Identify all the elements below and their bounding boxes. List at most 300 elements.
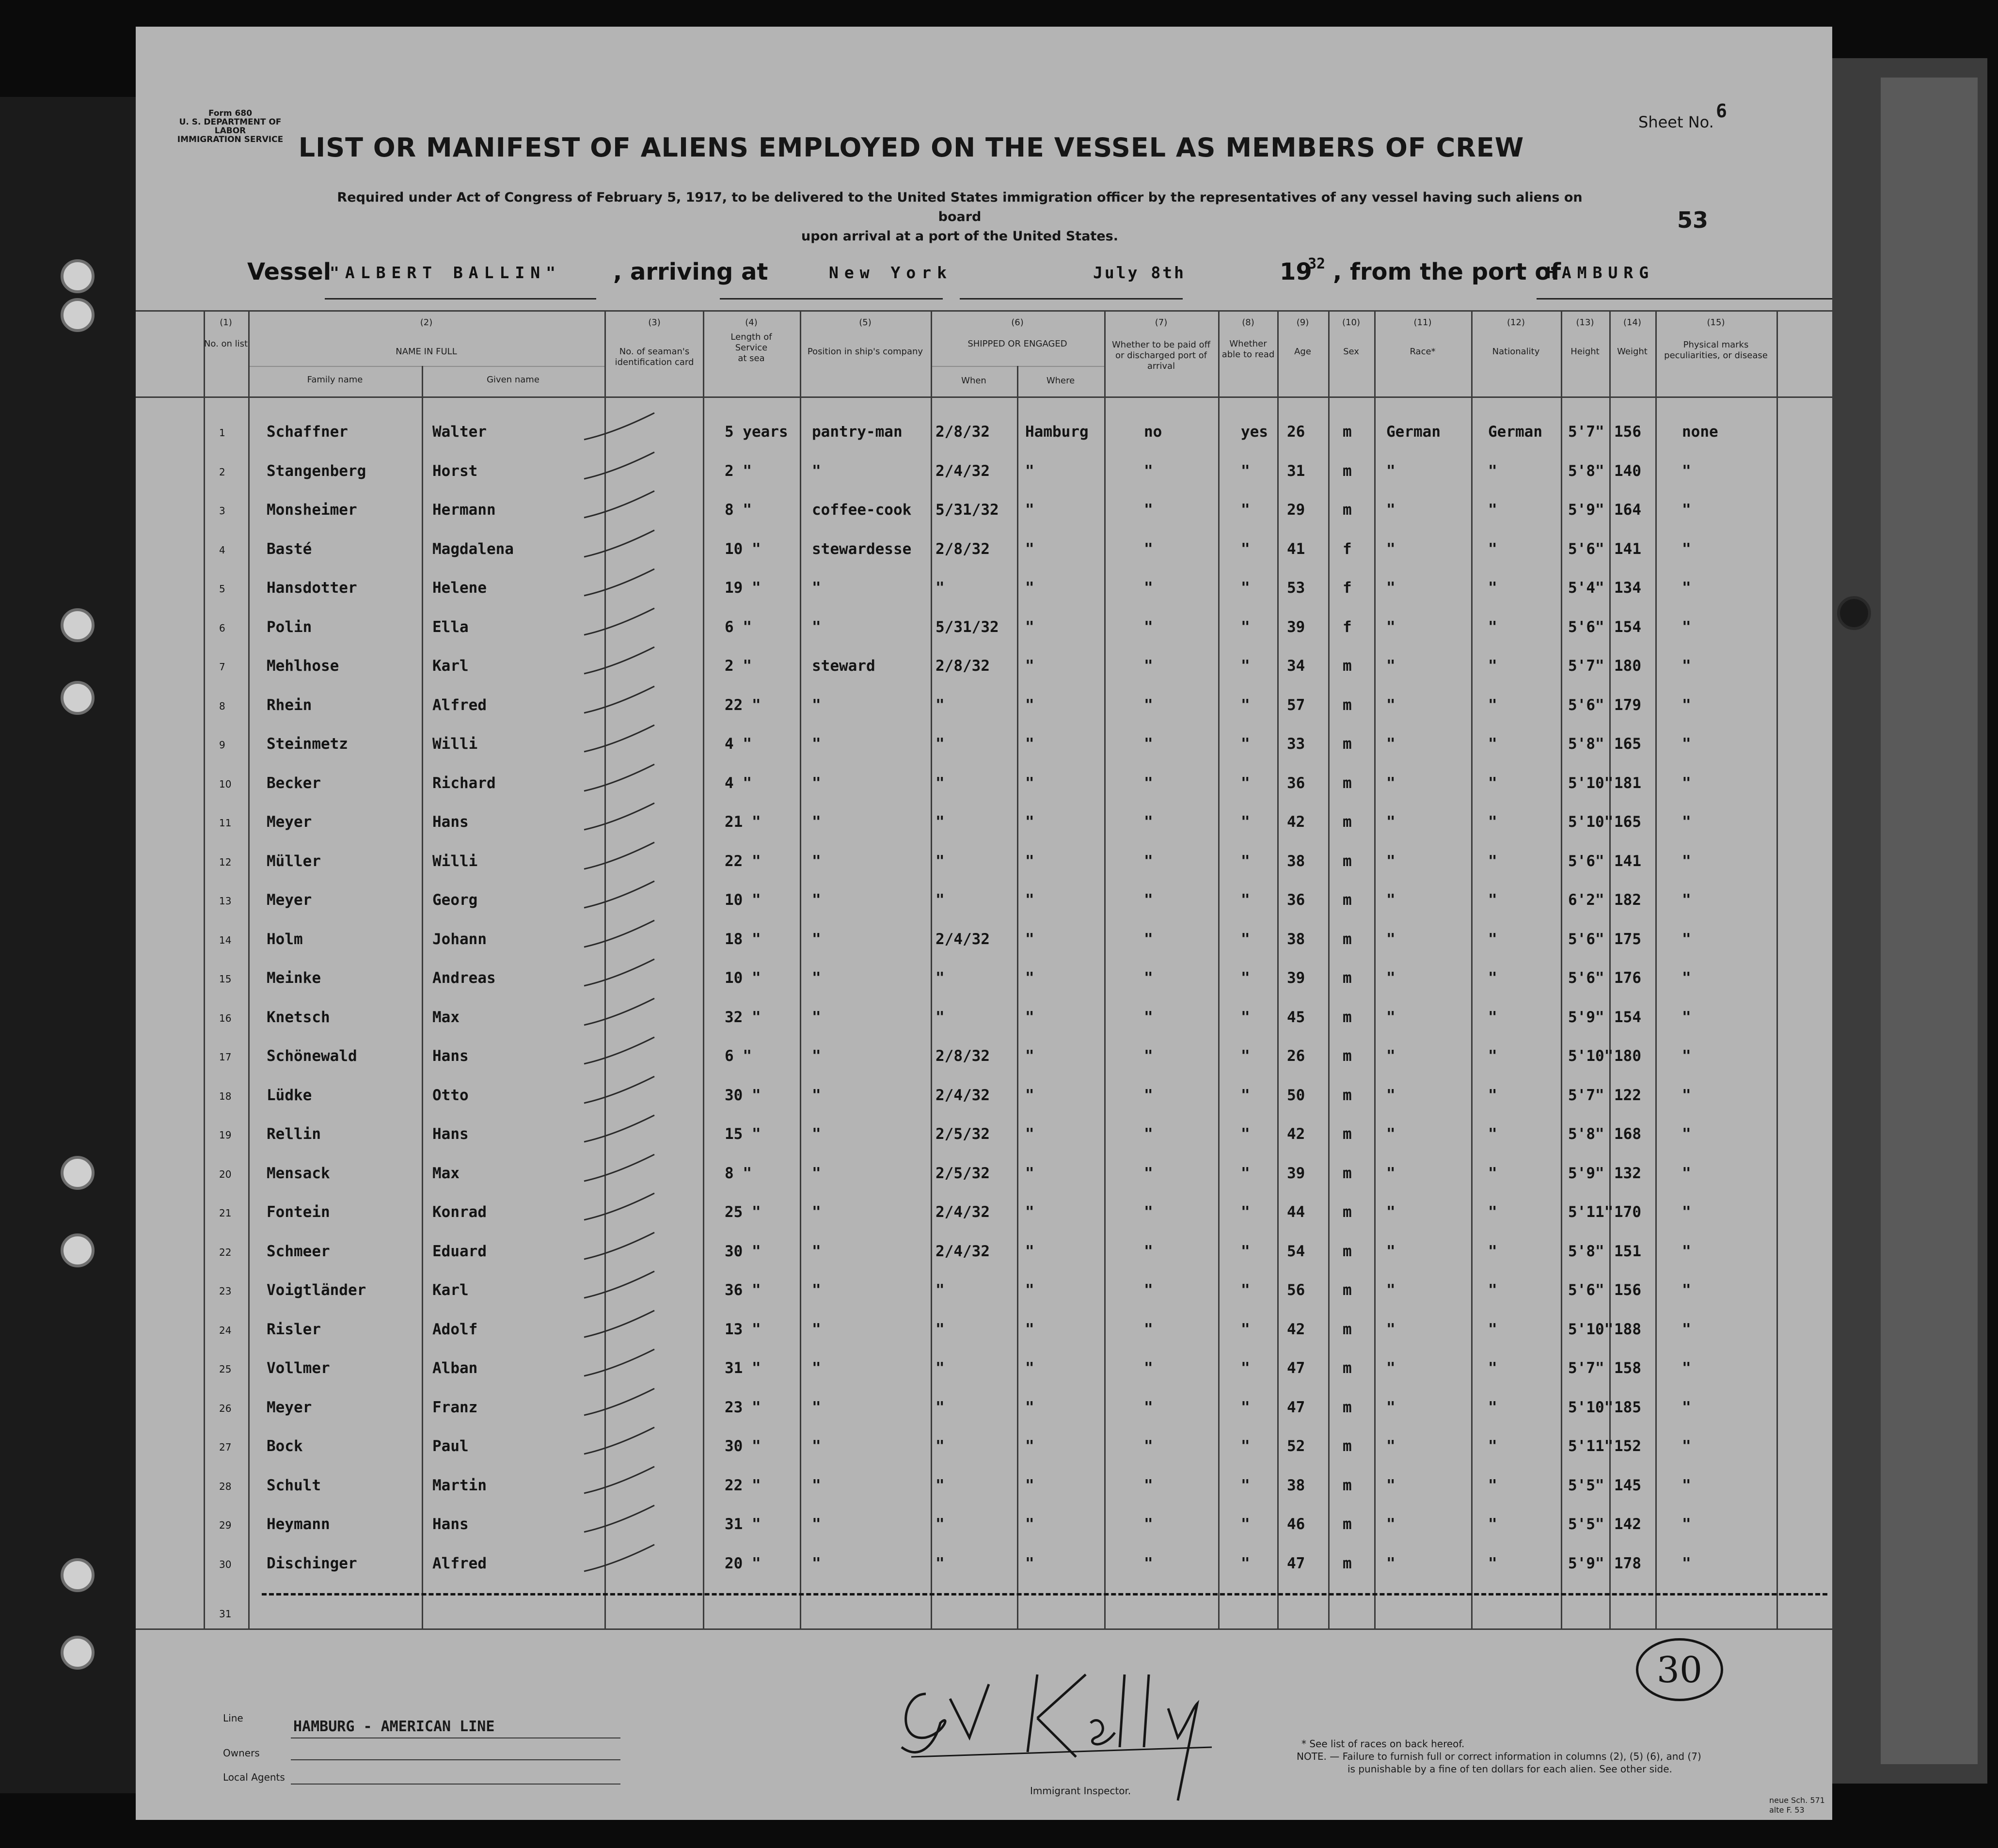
physical-marks: " [1682, 1516, 1691, 1533]
service-length: 32 " [725, 1008, 761, 1026]
height: 5'7" [1568, 657, 1604, 675]
race: " [1386, 1008, 1395, 1026]
paid-off: " [1144, 696, 1153, 714]
table-row [136, 1516, 1832, 1554]
table-row [136, 931, 1832, 969]
weight: 152 [1614, 1437, 1641, 1455]
table-row [136, 540, 1832, 579]
col-when-header: When [961, 376, 986, 386]
col-label: Physical marks peculiarities, or disease [1664, 340, 1768, 361]
position: " [812, 1281, 821, 1299]
sex: m [1343, 1320, 1352, 1338]
stamp-number: 53 [1677, 207, 1709, 233]
physical-marks: " [1682, 540, 1691, 558]
weight: 154 [1614, 618, 1641, 636]
weight: 165 [1614, 813, 1641, 831]
race: " [1386, 852, 1395, 870]
age: 42 [1287, 1320, 1305, 1338]
weight: 158 [1614, 1359, 1641, 1377]
able-to-read: " [1241, 1554, 1250, 1572]
col-label: Whether to be paid off or discharged port of arrival [1112, 340, 1210, 371]
col-label: Whether able to read [1221, 339, 1275, 360]
year-prefix: 19 [1280, 258, 1312, 285]
shipped-when: 2/4/32 [936, 462, 990, 480]
position: " [812, 852, 821, 870]
height: 5'10" [1568, 813, 1614, 831]
position: " [812, 1554, 821, 1572]
able-to-read: " [1241, 540, 1250, 558]
height: 5'8" [1568, 462, 1604, 480]
col-label: NAME IN FULL [396, 347, 457, 357]
shipped-where: " [1025, 774, 1034, 792]
weight: 179 [1614, 696, 1641, 714]
shipped-when: 2/8/32 [936, 657, 990, 675]
able-to-read: " [1241, 774, 1250, 792]
able-to-read: " [1241, 1398, 1250, 1416]
family-name: Schult [267, 1476, 321, 1494]
given-name: Karl [432, 657, 469, 675]
binder-hole [61, 1233, 95, 1267]
position: pantry-man [812, 423, 903, 441]
row-number: 9 [219, 739, 225, 751]
shipped-when: " [936, 969, 945, 987]
able-to-read: " [1241, 1086, 1250, 1104]
race: " [1386, 1086, 1395, 1104]
col-no-header [204, 317, 248, 349]
sex: m [1343, 969, 1352, 987]
underline [291, 1784, 620, 1785]
weight: 141 [1614, 852, 1641, 870]
col-label: Sex [1343, 347, 1359, 357]
given-name: Alfred [432, 696, 487, 714]
weight: 141 [1614, 540, 1641, 558]
check-mark-icon [577, 957, 659, 991]
col-number: (1) [220, 317, 232, 328]
table-row [136, 1321, 1832, 1359]
check-mark-icon [577, 1464, 659, 1498]
physical-marks: " [1682, 969, 1691, 987]
height: 5'7" [1568, 1359, 1604, 1377]
service-length: 4 " [725, 735, 752, 753]
physical-marks: " [1682, 1398, 1691, 1416]
end-of-list-line [262, 1593, 1827, 1595]
race: " [1386, 1554, 1395, 1572]
paid-off: " [1144, 1476, 1153, 1494]
col-number: (8) [1242, 317, 1254, 328]
table-row [136, 774, 1832, 813]
sex: m [1343, 1437, 1352, 1455]
col-weight-header [1609, 317, 1655, 357]
shipped-where: " [1025, 1476, 1034, 1494]
height: 5'6" [1568, 852, 1604, 870]
row-number: 16 [219, 1012, 232, 1024]
able-to-read: " [1241, 1359, 1250, 1377]
table-row [136, 579, 1832, 618]
nationality: " [1488, 813, 1497, 831]
physical-marks: " [1682, 1281, 1691, 1299]
paid-off: " [1144, 1359, 1153, 1377]
family-name: Hansdotter [267, 579, 357, 597]
year-suffix: 32 [1308, 255, 1326, 272]
race: " [1386, 657, 1395, 675]
service-length: 13 " [725, 1320, 761, 1338]
table-row [136, 1477, 1832, 1516]
weight: 180 [1614, 1047, 1641, 1065]
binder-left [0, 97, 141, 1793]
race: " [1386, 930, 1395, 948]
paid-off: " [1144, 1125, 1153, 1143]
given-name: Hans [432, 1516, 469, 1533]
height: 5'9" [1568, 1008, 1604, 1026]
row-number: 5 [219, 583, 225, 595]
col-number: (6) [1011, 317, 1024, 328]
col-label: Weight [1617, 347, 1648, 357]
table-row [136, 891, 1832, 930]
family-name: Mehlhose [267, 657, 339, 675]
shipped-when: " [936, 774, 945, 792]
table-row [136, 1009, 1832, 1047]
check-mark-icon [577, 606, 659, 640]
sex: m [1343, 735, 1352, 753]
col-read-header [1221, 317, 1275, 360]
shipped-where: " [1025, 1437, 1034, 1455]
shipped-when: " [936, 1008, 945, 1026]
paid-off: " [1144, 618, 1153, 636]
underline [291, 1759, 620, 1760]
table-row [136, 1399, 1832, 1437]
col-number: (3) [648, 317, 661, 328]
shipped-where: " [1025, 891, 1034, 909]
height: 5'6" [1568, 618, 1604, 636]
sex: m [1343, 1086, 1352, 1104]
shipped-when: " [936, 891, 945, 909]
paid-off: " [1144, 1320, 1153, 1338]
race: " [1386, 735, 1395, 753]
age: 39 [1287, 618, 1305, 636]
given-name: Andreas [432, 969, 496, 987]
shipped-where: " [1025, 1203, 1034, 1221]
corner-note-1: neue Sch. 571 [1769, 1796, 1825, 1805]
age: 26 [1287, 1047, 1305, 1065]
nationality: " [1488, 735, 1497, 753]
col-number: (4) [745, 317, 758, 328]
service-length: 23 " [725, 1398, 761, 1416]
service-length: 21 " [725, 813, 761, 831]
service-length: 36 " [725, 1281, 761, 1299]
shipped-where: " [1025, 852, 1034, 870]
col-number: (10) [1342, 317, 1360, 328]
service-length: 10 " [725, 891, 761, 909]
col-where-header: Where [1046, 376, 1075, 386]
shipped-when: " [936, 1320, 945, 1338]
physical-marks: " [1682, 813, 1691, 831]
shipped-when: " [936, 813, 945, 831]
nationality: " [1488, 618, 1497, 636]
weight: 182 [1614, 891, 1641, 909]
position: " [812, 1008, 821, 1026]
department: U. S. DEPARTMENT OF LABOR [179, 117, 282, 136]
row-number: 13 [219, 895, 232, 907]
col-number: (7) [1155, 317, 1168, 328]
shipped-when: 2/5/32 [936, 1125, 990, 1143]
able-to-read: " [1241, 579, 1250, 597]
nationality: " [1488, 1359, 1497, 1377]
check-mark-icon [577, 528, 659, 562]
service-length: 8 " [725, 501, 752, 519]
physical-marks: " [1682, 1125, 1691, 1143]
position: " [812, 930, 821, 948]
grid-line [248, 366, 604, 367]
race: " [1386, 774, 1395, 792]
sex: m [1343, 1398, 1352, 1416]
nationality: " [1488, 774, 1497, 792]
able-to-read: " [1241, 969, 1250, 987]
able-to-read: " [1241, 1047, 1250, 1065]
weight: 188 [1614, 1320, 1641, 1338]
col-number: (12) [1507, 317, 1525, 328]
shipped-where: " [1025, 1047, 1034, 1065]
weight: 164 [1614, 501, 1641, 519]
given-name: Eduard [432, 1242, 487, 1260]
shipped-when: 2/4/32 [936, 1242, 990, 1260]
col-label: Height [1570, 347, 1600, 357]
race: " [1386, 462, 1395, 480]
paid-off: " [1144, 969, 1153, 987]
weight: 168 [1614, 1125, 1641, 1143]
paid-off: " [1144, 891, 1153, 909]
given-name: Otto [432, 1086, 469, 1104]
able-to-read: " [1241, 618, 1250, 636]
family-name: Meinke [267, 969, 321, 987]
arriving-label: , arriving at [613, 258, 768, 285]
able-to-read: yes [1241, 423, 1268, 441]
race: " [1386, 1242, 1395, 1260]
row-number: 29 [219, 1519, 232, 1531]
page-title: LIST OR MANIFEST OF ALIENS EMPLOYED ON THE VESSEL AS MEMBERS OF CREW [298, 132, 1524, 163]
check-mark-icon [577, 684, 659, 718]
binder-hole [1837, 596, 1871, 630]
weight: 176 [1614, 969, 1641, 987]
service-length: 30 " [725, 1086, 761, 1104]
nationality: " [1488, 1008, 1497, 1026]
shipped-when: 2/4/32 [936, 930, 990, 948]
sex: m [1343, 501, 1352, 519]
given-name: Hans [432, 1047, 469, 1065]
given-name: Walter [432, 423, 487, 441]
physical-marks: " [1682, 1008, 1691, 1026]
arrival-port: New York [829, 263, 952, 282]
vessel-label: Vessel [247, 258, 332, 285]
race: " [1386, 1047, 1395, 1065]
family-name: Rhein [267, 696, 312, 714]
row-number: 26 [219, 1402, 232, 1414]
service-length: 30 " [725, 1242, 761, 1260]
col-label: No. of seaman's identification card [615, 347, 694, 367]
position: " [812, 1359, 821, 1377]
nationality: " [1488, 1516, 1497, 1533]
age: 38 [1287, 852, 1305, 870]
grid-line [136, 396, 1832, 398]
physical-marks: " [1682, 930, 1691, 948]
paid-off: " [1144, 540, 1153, 558]
nationality: " [1488, 1437, 1497, 1455]
position: " [812, 1125, 821, 1143]
race: " [1386, 1359, 1395, 1377]
table-row [136, 501, 1832, 540]
nationality: " [1488, 891, 1497, 909]
height: 5'6" [1568, 696, 1604, 714]
row-number: 25 [219, 1363, 232, 1375]
paid-off: " [1144, 735, 1153, 753]
shipped-when: 2/4/32 [936, 1086, 990, 1104]
race: " [1386, 891, 1395, 909]
row-number: 27 [219, 1441, 232, 1453]
service: IMMIGRATION SERVICE [177, 135, 284, 144]
row-number: 6 [219, 622, 225, 634]
table-row [136, 1125, 1832, 1164]
table-row [136, 462, 1832, 501]
given-name: Richard [432, 774, 496, 792]
sex: m [1343, 1047, 1352, 1065]
table-row [136, 696, 1832, 735]
physical-marks: " [1682, 852, 1691, 870]
service-length: 2 " [725, 462, 752, 480]
height: 5'9" [1568, 1164, 1604, 1182]
shipped-when: " [936, 1359, 945, 1377]
paid-off: " [1144, 501, 1153, 519]
shipped-where: " [1025, 657, 1034, 675]
sex: m [1343, 1125, 1352, 1143]
paid-off: " [1144, 657, 1153, 675]
physical-marks: " [1682, 735, 1691, 753]
col-age-header [1277, 317, 1328, 357]
shipped-where: " [1025, 618, 1034, 636]
position: " [812, 1398, 821, 1416]
col-label: Race* [1410, 347, 1436, 357]
race: " [1386, 1320, 1395, 1338]
given-name: Willi [432, 852, 478, 870]
family-name: Monsheimer [267, 501, 357, 519]
table-row [136, 1359, 1832, 1398]
shipped-where: " [1025, 930, 1034, 948]
position: " [812, 462, 821, 480]
service-length: 19 " [725, 579, 761, 597]
check-mark-icon [577, 1230, 659, 1264]
shipped-where: " [1025, 1086, 1034, 1104]
shipped-where: " [1025, 813, 1034, 831]
nationality: " [1488, 579, 1497, 597]
family-name: Rellin [267, 1125, 321, 1143]
able-to-read: " [1241, 657, 1250, 675]
weight: 156 [1614, 423, 1641, 441]
able-to-read: " [1241, 813, 1250, 831]
sex: m [1343, 813, 1352, 831]
height: 5'9" [1568, 501, 1604, 519]
age: 39 [1287, 1164, 1305, 1182]
col-label: No. on list [204, 339, 248, 349]
family-name: Risler [267, 1320, 321, 1338]
shipped-where: " [1025, 540, 1034, 558]
shipped-where: " [1025, 1516, 1034, 1533]
age: 50 [1287, 1086, 1305, 1104]
col-given-header: Given name [487, 375, 539, 385]
shipped-when: " [936, 735, 945, 753]
paid-off: " [1144, 930, 1153, 948]
sex: m [1343, 1281, 1352, 1299]
nationality: " [1488, 1476, 1497, 1494]
shipped-where: " [1025, 1554, 1034, 1572]
nationality: " [1488, 462, 1497, 480]
service-length: 22 " [725, 852, 761, 870]
table-row [136, 735, 1832, 774]
sex: m [1343, 696, 1352, 714]
shipped-when: " [936, 1516, 945, 1533]
service-length: 6 " [725, 1047, 752, 1065]
sex: m [1343, 1359, 1352, 1377]
given-name: Ella [432, 618, 469, 636]
able-to-read: " [1241, 501, 1250, 519]
family-name: Stangenberg [267, 462, 366, 480]
position: " [812, 1047, 821, 1065]
position: " [812, 1516, 821, 1533]
sheet-number: 6 [1716, 100, 1727, 122]
family-name: Schmeer [267, 1242, 330, 1260]
check-mark-icon [577, 450, 659, 484]
check-mark-icon [577, 1347, 659, 1381]
shipped-when: 2/8/32 [936, 1047, 990, 1065]
sex: m [1343, 1476, 1352, 1494]
shipped-where: " [1025, 1125, 1034, 1143]
race: " [1386, 969, 1395, 987]
age: 36 [1287, 891, 1305, 909]
binder-hole [61, 608, 95, 642]
circled-count [1636, 1638, 1723, 1701]
col-label: SHIPPED OR ENGAGED [967, 339, 1067, 349]
age: 26 [1287, 423, 1305, 441]
footnote-penalty-2: is punishable by a fine of ten dollars for each alien. See other side. [1348, 1763, 1672, 1775]
check-mark-icon [577, 996, 659, 1030]
line-label: Line [223, 1712, 243, 1724]
check-mark-icon [577, 1113, 659, 1147]
table-row [136, 1047, 1832, 1086]
check-mark-icon [577, 1542, 659, 1576]
race: " [1386, 1437, 1395, 1455]
physical-marks: " [1682, 1320, 1691, 1338]
col-number: (13) [1576, 317, 1594, 328]
sex: m [1343, 1242, 1352, 1260]
table-row [136, 1087, 1832, 1125]
race: " [1386, 501, 1395, 519]
shipped-when: " [936, 852, 945, 870]
col-sex-header [1328, 317, 1374, 357]
shipped-where: " [1025, 462, 1034, 480]
paid-off: " [1144, 579, 1153, 597]
shipped-when: " [936, 1398, 945, 1416]
physical-marks: " [1682, 696, 1691, 714]
age: 45 [1287, 1008, 1305, 1026]
nationality: " [1488, 1164, 1497, 1182]
check-mark-icon [577, 879, 659, 913]
row-number: 7 [219, 661, 225, 673]
position: " [812, 1242, 821, 1260]
age: 54 [1287, 1242, 1305, 1260]
row-number: 20 [219, 1168, 232, 1180]
nationality: " [1488, 696, 1497, 714]
height: 5'6" [1568, 540, 1604, 558]
service-length: 4 " [725, 774, 752, 792]
given-name: Max [432, 1008, 460, 1026]
height: 5'11" [1568, 1203, 1614, 1221]
